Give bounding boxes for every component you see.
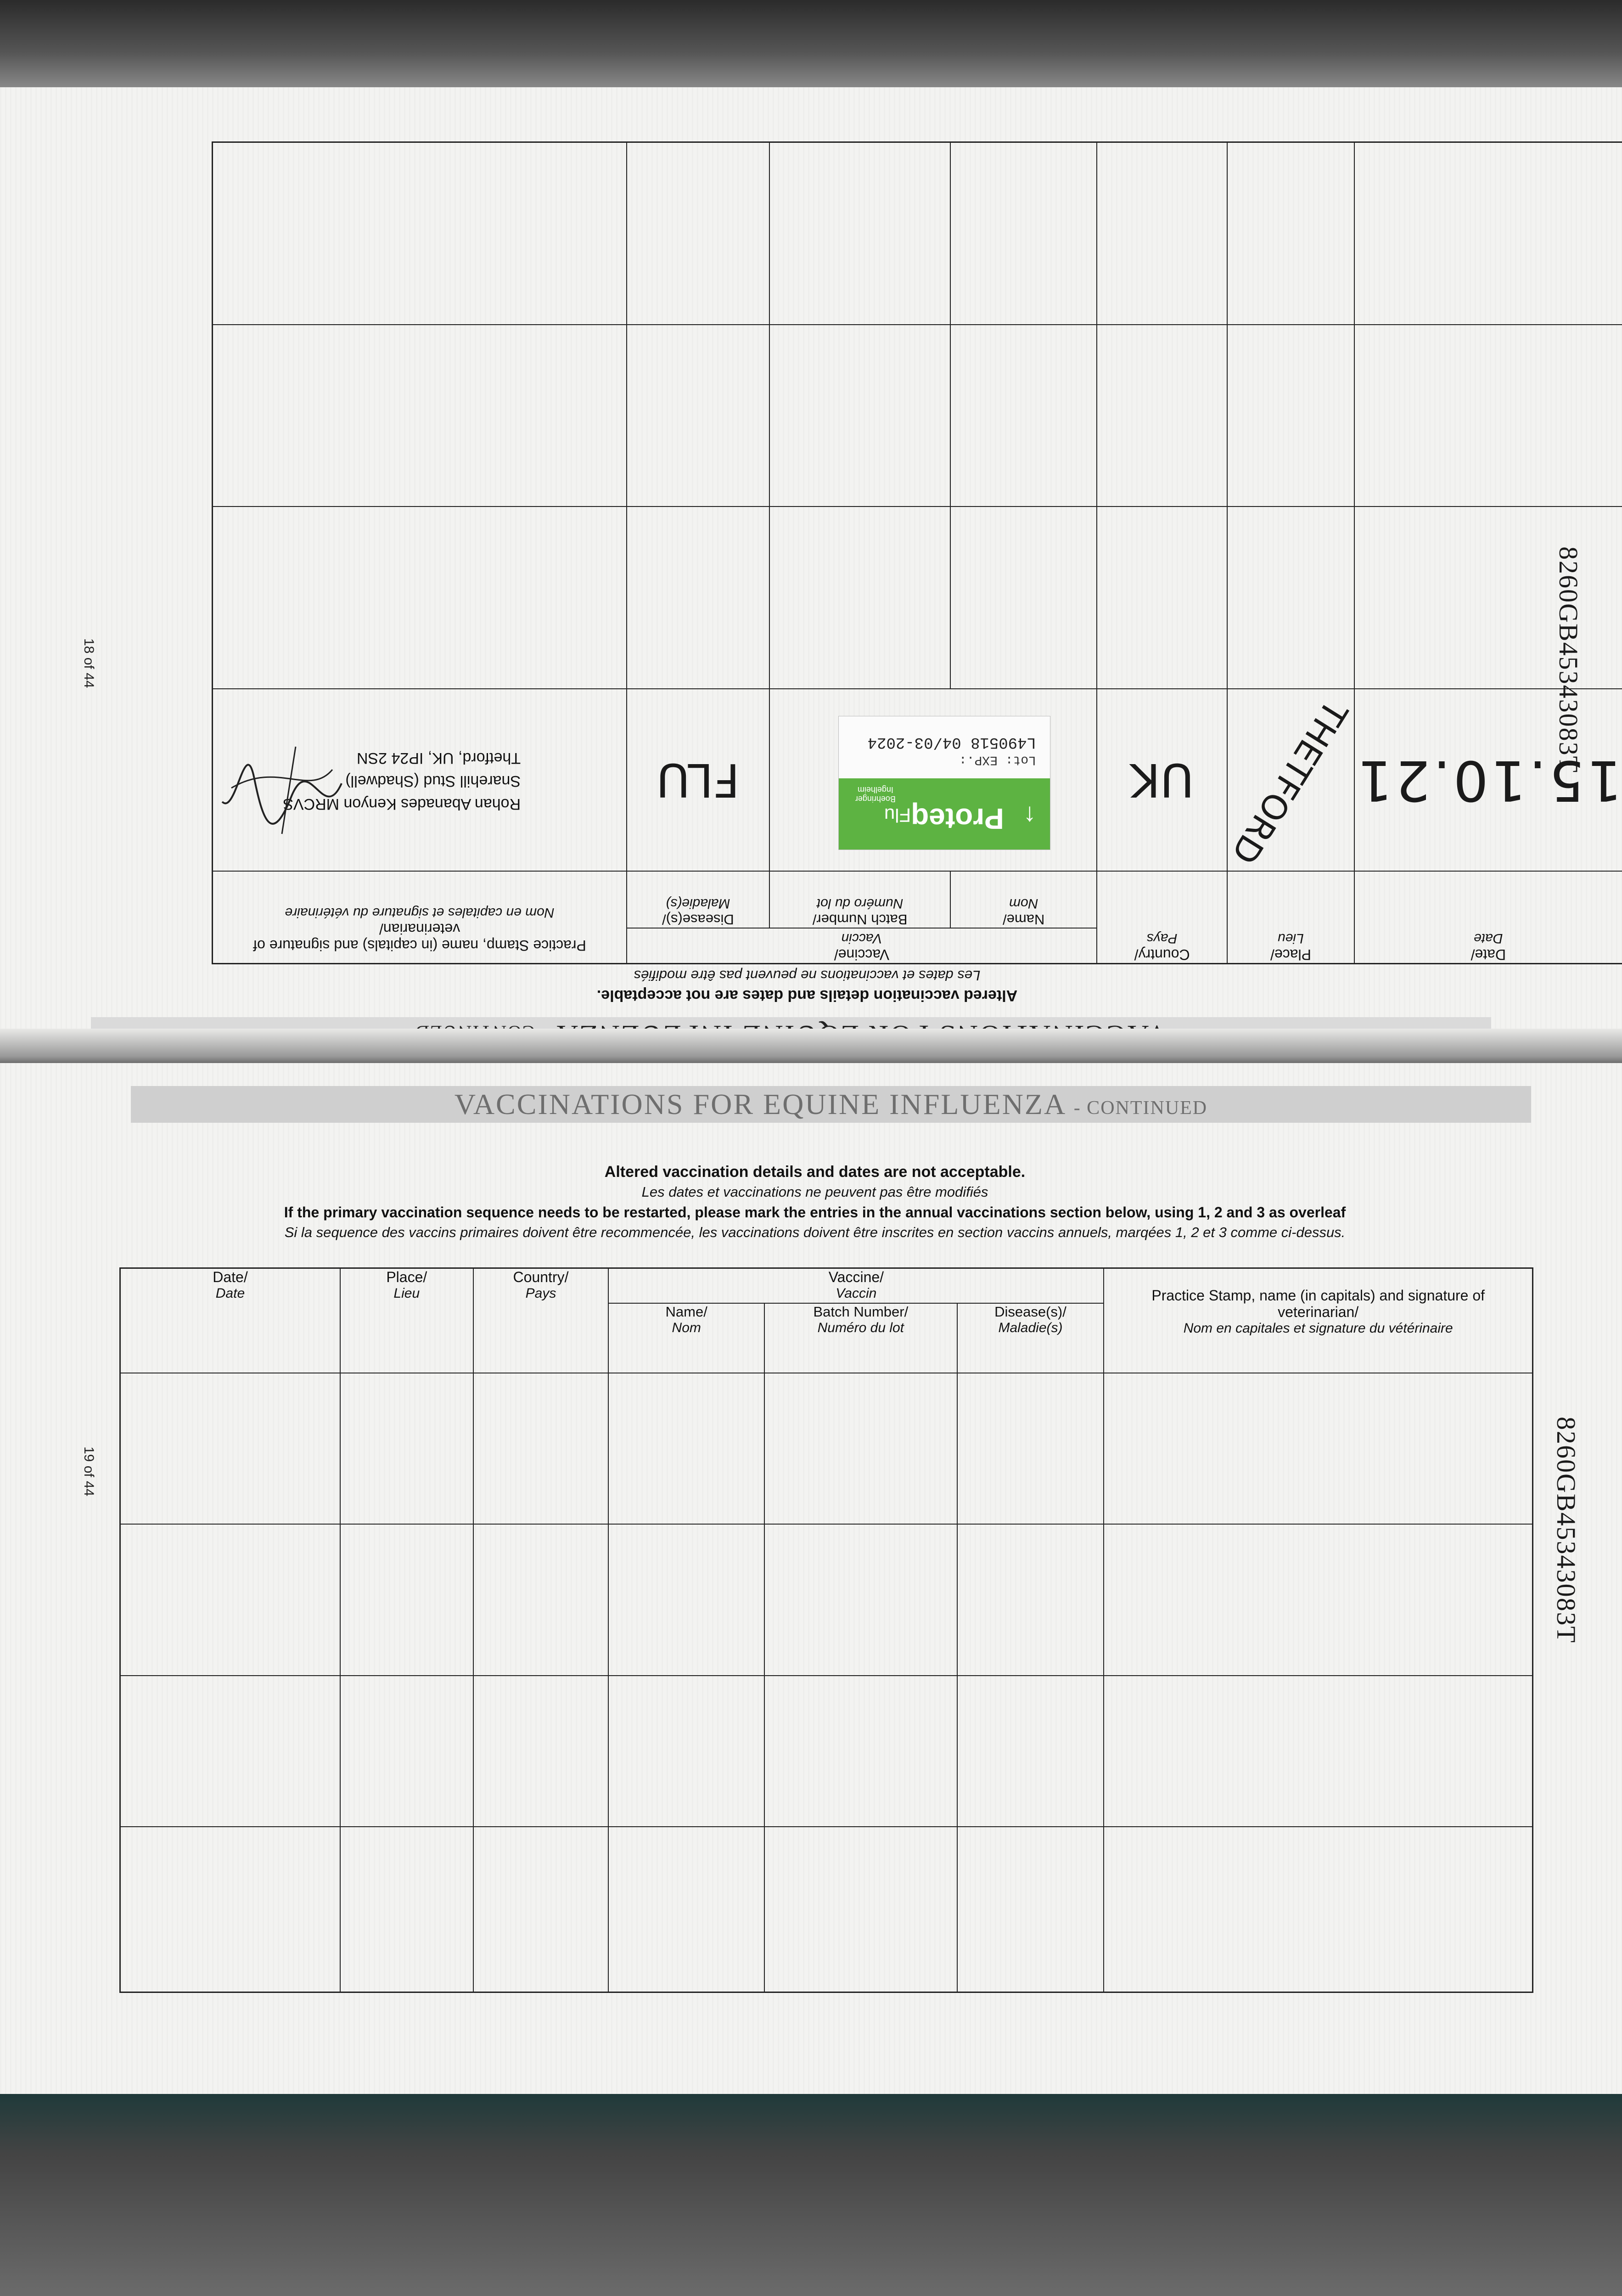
col-country-header: Country/ Pays bbox=[1097, 871, 1227, 963]
entry-date: 15.10.21 bbox=[1354, 689, 1622, 871]
page-18-note-fr: Les dates et vaccinations ne peuvent pas être modifiés bbox=[634, 968, 981, 984]
page-19-serial: 8260GB45343083T bbox=[1551, 1417, 1581, 1643]
page-18-note-en: Altered vaccination details and dates are not acceptable. bbox=[596, 987, 1018, 1004]
table-row bbox=[213, 507, 1622, 689]
page-19-number: 19 of 44 bbox=[81, 1446, 96, 1497]
col-place-header: Place/ Lieu bbox=[1227, 871, 1354, 963]
sticker-manufacturer: Boehringer Ingelheim bbox=[855, 785, 896, 804]
col-place-header: Place/ Lieu bbox=[340, 1268, 473, 1373]
page-19-vaccination-table bbox=[119, 1267, 1533, 1993]
stamp-line-2: Snarehill Stud (Shadwell) bbox=[345, 772, 521, 790]
page-19-note-en: Altered vaccination details and dates are not acceptable. bbox=[604, 1163, 1026, 1181]
col-stamp-header: Practice Stamp, name (in capitals) and signature of veterinarian/ Nom en capitales et signature du vétérinaire bbox=[1104, 1268, 1532, 1373]
col-disease-header: Disease(s)/ Maladie(s) bbox=[627, 871, 769, 928]
table-row bbox=[213, 142, 1622, 325]
page-19-banner bbox=[131, 1086, 1531, 1123]
page-19-banner-title: VACCINATIONS FOR EQUINE INFLUENZA bbox=[454, 1088, 1065, 1120]
page-19-restart-en: If the primary vaccination sequence needs to be restarted, please mark the entries in the annual vaccinations section below, using 1, 2 and 3 as overleaf bbox=[284, 1204, 1346, 1221]
col-name-header: Name/ Nom bbox=[608, 1303, 764, 1373]
scanner-edge-bottom bbox=[0, 2094, 1622, 2296]
col-disease-header: Disease(s)/ Maladie(s) bbox=[957, 1303, 1104, 1373]
entry-practice-stamp bbox=[213, 689, 627, 871]
page-18 bbox=[0, 87, 1622, 1054]
table-row bbox=[120, 1676, 1533, 1827]
page-18-rotated-content bbox=[0, 87, 1622, 1054]
table-row bbox=[120, 1524, 1533, 1676]
page-19-notes bbox=[138, 1162, 1492, 1243]
sticker-lot-value: L490518 04/03-2024 bbox=[867, 733, 1036, 751]
col-batch-header: Batch Number/ Numéro du lot bbox=[769, 871, 951, 928]
col-country-header: Country/ Pays bbox=[473, 1268, 609, 1373]
col-batch-header: Batch Number/ Numéro du lot bbox=[764, 1303, 957, 1373]
page-19-banner-suffix: - CONTINUED bbox=[1073, 1097, 1208, 1119]
stamp-line-3: Thetford, UK, IP24 2SN bbox=[356, 749, 521, 767]
entry-place: THETFORD bbox=[1227, 689, 1354, 871]
col-vaccine-header: Vaccine/ Vaccin bbox=[608, 1268, 1104, 1303]
page-18-serial: 8260GB45343083T bbox=[1554, 546, 1583, 773]
entry-country: UK bbox=[1097, 689, 1227, 871]
col-stamp-header: Practice Stamp, name (in capitals) and signature of veterinarian/ Nom en capitales et signature du vétérinaire bbox=[213, 871, 627, 963]
col-name-header: Name/ Nom bbox=[950, 871, 1096, 928]
page-19-restart-fr: Si la sequence des vaccins primaires doivent être recommencée, les vaccinations doivent être inscrites en section vaccins annuels, marqées 1, 2 et 3 comme ci-dessus. bbox=[284, 1224, 1346, 1240]
page-18-number: 18 of 44 bbox=[81, 638, 96, 688]
stamp-line-1: Rohan Abanades Kenyon MRCVS bbox=[283, 795, 521, 813]
col-date-header: Date/ Date bbox=[1354, 871, 1622, 963]
vaccine-batch-sticker bbox=[838, 716, 1050, 850]
table-row bbox=[213, 325, 1622, 507]
sticker-lot-label: Lot: EXP.: bbox=[959, 753, 1036, 767]
page-19-note-fr: Les dates et vaccinations ne peuvent pas être modifiés bbox=[641, 1184, 988, 1200]
sticker-arrow-icon: ↑ bbox=[1023, 802, 1036, 831]
table-row bbox=[120, 1373, 1533, 1525]
table-row bbox=[213, 689, 1622, 871]
page-19 bbox=[0, 1063, 1622, 2099]
vet-signature bbox=[213, 733, 351, 852]
page-18-vaccination-table bbox=[212, 141, 1622, 964]
col-date-header: Date/ Date bbox=[120, 1268, 340, 1373]
entry-disease: FLU bbox=[627, 689, 769, 871]
table-row bbox=[120, 1827, 1533, 1992]
page-18-notes bbox=[130, 965, 1484, 1006]
sticker-brand: ProteqFlu bbox=[884, 802, 1004, 836]
scanner-edge-top bbox=[0, 0, 1622, 87]
entry-vaccine-sticker-cell bbox=[769, 689, 1097, 871]
col-vaccine-header: Vaccine/ Vaccin bbox=[627, 928, 1097, 963]
